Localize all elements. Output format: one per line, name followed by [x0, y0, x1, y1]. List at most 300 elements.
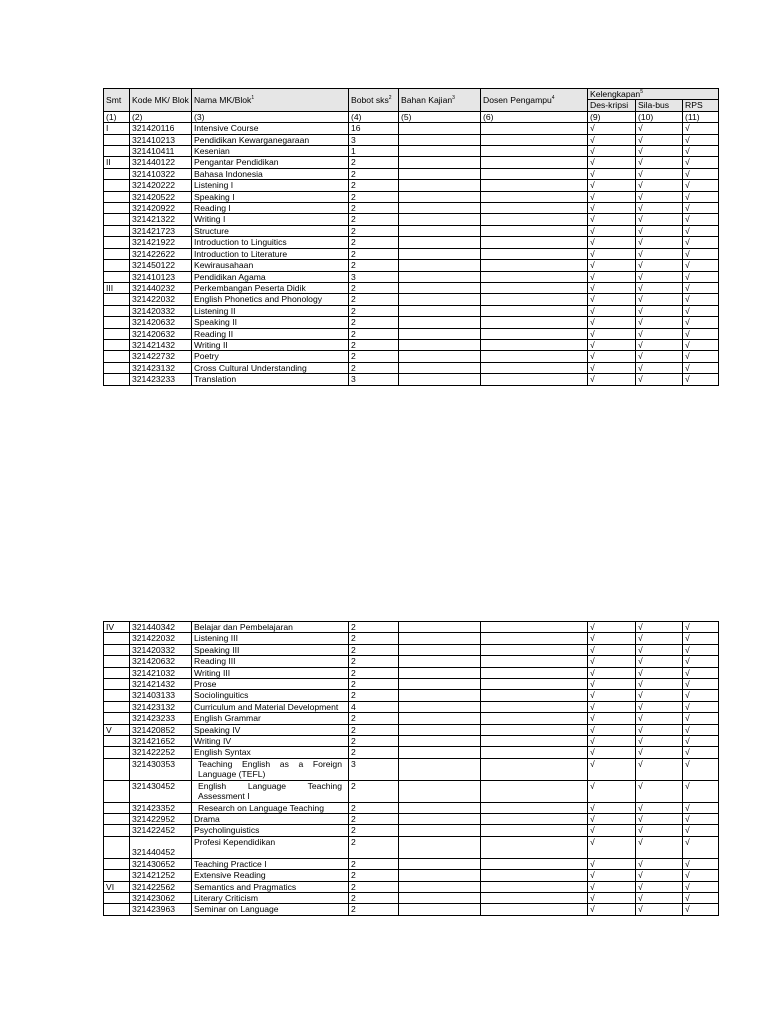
- study-material-cell: [399, 123, 481, 134]
- semester-cell: [104, 892, 130, 903]
- semester-cell: [104, 146, 130, 157]
- colnum-4: (4): [349, 111, 399, 122]
- study-material-cell: [399, 736, 481, 747]
- header-nama: [192, 89, 349, 112]
- lecturer-cell: [481, 214, 588, 225]
- study-material-cell: [399, 294, 481, 305]
- course-code-cell: 321410322: [130, 168, 192, 179]
- syllabus-check-cell: √: [636, 679, 683, 690]
- course-name-cell: Intensive Course: [192, 123, 349, 134]
- credits-cell: 2: [349, 328, 399, 339]
- description-check-cell: √: [588, 713, 636, 724]
- table-row: [104, 656, 719, 667]
- description-check-cell: √: [588, 146, 636, 157]
- study-material-cell: [399, 633, 481, 644]
- description-check-cell: √: [588, 904, 636, 915]
- lecturer-cell: [481, 317, 588, 328]
- credits-cell: 2: [349, 713, 399, 724]
- semester-cell: III: [104, 282, 130, 293]
- credits-cell: 3: [349, 374, 399, 385]
- semester-cell: [104, 168, 130, 179]
- lecturer-cell: [481, 282, 588, 293]
- credits-cell: 2: [349, 644, 399, 655]
- course-code-cell: 321430353: [130, 758, 192, 780]
- credits-cell: 2: [349, 351, 399, 362]
- study-material-cell: [399, 802, 481, 813]
- course-table-page1: [103, 88, 719, 386]
- table-row: [104, 622, 719, 633]
- course-code-cell: 321421252: [130, 870, 192, 881]
- course-name-cell: Pengantar Pendidikan: [192, 157, 349, 168]
- course-code-cell: 321422562: [130, 881, 192, 892]
- table-row: [104, 825, 719, 836]
- table-row: [104, 644, 719, 655]
- colnum-6: (6): [481, 111, 588, 122]
- colnum-10: (10): [636, 111, 683, 122]
- course-code-cell: 321421922: [130, 237, 192, 248]
- lecturer-cell: [481, 813, 588, 824]
- credits-cell: 4: [349, 701, 399, 712]
- lecturer-cell: [481, 225, 588, 236]
- course-name-cell: Writing IV: [192, 736, 349, 747]
- table-row: [104, 374, 719, 385]
- course-name-cell: Sociolinguitics: [192, 690, 349, 701]
- description-check-cell: √: [588, 260, 636, 271]
- semester-cell: [104, 644, 130, 655]
- lecturer-cell: [481, 374, 588, 385]
- description-check-cell: √: [588, 736, 636, 747]
- study-material-cell: [399, 780, 481, 802]
- syllabus-check-cell: √: [636, 180, 683, 191]
- study-material-cell: [399, 157, 481, 168]
- lecturer-cell: [481, 690, 588, 701]
- course-name-cell: Cross Cultural Understanding: [192, 362, 349, 373]
- study-material-cell: [399, 836, 481, 858]
- credits-cell: 2: [349, 237, 399, 248]
- header-smt: [104, 89, 130, 112]
- semester-cell: [104, 203, 130, 214]
- semester-cell: [104, 328, 130, 339]
- course-code-cell: 321422622: [130, 248, 192, 259]
- course-code-cell: 321420222: [130, 180, 192, 191]
- study-material-cell: [399, 758, 481, 780]
- study-material-cell: [399, 644, 481, 655]
- semester-cell: [104, 758, 130, 780]
- table-row: [104, 225, 719, 236]
- colnum-3: (3): [192, 111, 349, 122]
- course-name-cell: Speaking IV: [192, 724, 349, 735]
- course-code-cell: 321403133: [130, 690, 192, 701]
- table-row: [104, 736, 719, 747]
- header-bobot-text: Bobot sks: [351, 94, 389, 105]
- credits-cell: 2: [349, 248, 399, 259]
- semester-cell: [104, 294, 130, 305]
- rps-check-cell: √: [683, 168, 719, 179]
- syllabus-check-cell: √: [636, 146, 683, 157]
- description-check-cell: √: [588, 294, 636, 305]
- course-name-cell: Prose: [192, 679, 349, 690]
- table-row: [104, 294, 719, 305]
- lecturer-cell: [481, 836, 588, 858]
- lecturer-cell: [481, 825, 588, 836]
- course-code-cell: 321422032: [130, 294, 192, 305]
- semester-cell: [104, 633, 130, 644]
- rps-check-cell: √: [683, 825, 719, 836]
- lecturer-cell: [481, 362, 588, 373]
- course-name-cell: Belajar dan Pembelajaran: [192, 622, 349, 633]
- credits-cell: 2: [349, 870, 399, 881]
- credits-cell: 2: [349, 225, 399, 236]
- description-check-cell: √: [588, 203, 636, 214]
- credits-cell: 2: [349, 622, 399, 633]
- description-check-cell: √: [588, 134, 636, 145]
- rps-check-cell: √: [683, 339, 719, 350]
- description-check-cell: √: [588, 758, 636, 780]
- lecturer-cell: [481, 701, 588, 712]
- syllabus-check-cell: √: [636, 271, 683, 282]
- course-code-cell: 321421322: [130, 214, 192, 225]
- course-name-cell: Speaking II: [192, 317, 349, 328]
- syllabus-check-cell: √: [636, 656, 683, 667]
- rps-check-cell: √: [683, 351, 719, 362]
- syllabus-check-cell: √: [636, 317, 683, 328]
- course-code-cell: 321423963: [130, 904, 192, 915]
- syllabus-check-cell: √: [636, 374, 683, 385]
- study-material-cell: [399, 328, 481, 339]
- credits-cell: 2: [349, 339, 399, 350]
- description-check-cell: √: [588, 351, 636, 362]
- semester-cell: [104, 747, 130, 758]
- study-material-cell: [399, 679, 481, 690]
- semester-cell: [104, 701, 130, 712]
- description-check-cell: √: [588, 656, 636, 667]
- course-code-cell: 321440452: [130, 836, 192, 858]
- credits-cell: 2: [349, 157, 399, 168]
- rps-check-cell: √: [683, 701, 719, 712]
- table-row: [104, 362, 719, 373]
- course-name-cell: English Phonetics and Phonology: [192, 294, 349, 305]
- study-material-cell: [399, 351, 481, 362]
- syllabus-check-cell: √: [636, 203, 683, 214]
- description-check-cell: √: [588, 701, 636, 712]
- semester-cell: [104, 836, 130, 858]
- course-code-cell: 321422952: [130, 813, 192, 824]
- credits-cell: 2: [349, 180, 399, 191]
- study-material-cell: [399, 237, 481, 248]
- semester-cell: [104, 690, 130, 701]
- credits-cell: 2: [349, 802, 399, 813]
- description-check-cell: √: [588, 724, 636, 735]
- credits-cell: 2: [349, 813, 399, 824]
- semester-cell: [104, 317, 130, 328]
- course-name-cell: Psycholinguistics: [192, 825, 349, 836]
- course-name-cell: Structure: [192, 225, 349, 236]
- lecturer-cell: [481, 679, 588, 690]
- description-check-cell: √: [588, 892, 636, 903]
- rps-check-cell: √: [683, 203, 719, 214]
- description-check-cell: √: [588, 622, 636, 633]
- semester-cell: V: [104, 724, 130, 735]
- study-material-cell: [399, 701, 481, 712]
- course-name-cell: Translation: [192, 374, 349, 385]
- description-check-cell: √: [588, 168, 636, 179]
- course-name-cell: Speaking III: [192, 644, 349, 655]
- semester-cell: [104, 248, 130, 259]
- credits-cell: 2: [349, 667, 399, 678]
- semester-cell: IV: [104, 622, 130, 633]
- semester-cell: [104, 656, 130, 667]
- lecturer-cell: [481, 904, 588, 915]
- colnum-9: (9): [588, 111, 636, 122]
- course-name-cell: Profesi Kependidikan: [192, 836, 349, 858]
- course-name-cell: Semantics and Pragmatics: [192, 881, 349, 892]
- header-kelengkapan-text: Kelengkapan: [590, 89, 641, 99]
- colnum-11: (11): [683, 111, 719, 122]
- course-name-cell: Speaking I: [192, 191, 349, 202]
- course-code-cell: 321420632: [130, 317, 192, 328]
- syllabus-check-cell: √: [636, 667, 683, 678]
- study-material-cell: [399, 305, 481, 316]
- study-material-cell: [399, 191, 481, 202]
- lecturer-cell: [481, 780, 588, 802]
- lecturer-cell: [481, 802, 588, 813]
- credits-cell: 2: [349, 317, 399, 328]
- semester-cell: II: [104, 157, 130, 168]
- semester-cell: [104, 802, 130, 813]
- syllabus-check-cell: √: [636, 802, 683, 813]
- rps-check-cell: √: [683, 374, 719, 385]
- syllabus-check-cell: √: [636, 168, 683, 179]
- header-nama-sup: 1: [251, 94, 255, 101]
- syllabus-check-cell: √: [636, 294, 683, 305]
- course-name-cell: Pendidikan Agama: [192, 271, 349, 282]
- table-row: [104, 780, 719, 802]
- study-material-cell: [399, 622, 481, 633]
- course-name-cell: Kesenian: [192, 146, 349, 157]
- table-row: [104, 168, 719, 179]
- rps-check-cell: √: [683, 758, 719, 780]
- semester-cell: VI: [104, 881, 130, 892]
- course-name-cell: Writing II: [192, 339, 349, 350]
- header-dosen: [481, 89, 588, 112]
- syllabus-check-cell: √: [636, 758, 683, 780]
- credits-cell: 2: [349, 904, 399, 915]
- credits-cell: 2: [349, 294, 399, 305]
- table-row: [104, 701, 719, 712]
- lecturer-cell: [481, 305, 588, 316]
- course-code-cell: 321421432: [130, 339, 192, 350]
- study-material-cell: [399, 214, 481, 225]
- semester-cell: [104, 191, 130, 202]
- course-code-cell: 321421032: [130, 667, 192, 678]
- syllabus-check-cell: √: [636, 351, 683, 362]
- syllabus-check-cell: √: [636, 123, 683, 134]
- table-row: [104, 747, 719, 758]
- table-row: [104, 802, 719, 813]
- semester-cell: [104, 225, 130, 236]
- lecturer-cell: [481, 633, 588, 644]
- course-code-cell: 321420922: [130, 203, 192, 214]
- course-name-cell: Drama: [192, 813, 349, 824]
- description-check-cell: √: [588, 157, 636, 168]
- course-code-cell: 321423233: [130, 713, 192, 724]
- header-silabus: [636, 100, 683, 111]
- course-name-cell: Curriculum and Material Development: [192, 701, 349, 712]
- syllabus-check-cell: √: [636, 736, 683, 747]
- study-material-cell: [399, 374, 481, 385]
- study-material-cell: [399, 282, 481, 293]
- course-code-cell: 321423062: [130, 892, 192, 903]
- description-check-cell: √: [588, 644, 636, 655]
- credits-cell: 2: [349, 362, 399, 373]
- rps-check-cell: √: [683, 633, 719, 644]
- rps-check-cell: √: [683, 644, 719, 655]
- lecturer-cell: [481, 622, 588, 633]
- study-material-cell: [399, 180, 481, 191]
- colnum-1: (1): [104, 111, 130, 122]
- semester-cell: [104, 339, 130, 350]
- course-code-cell: 321420632: [130, 328, 192, 339]
- rps-check-cell: √: [683, 679, 719, 690]
- table-row: [104, 248, 719, 259]
- syllabus-check-cell: √: [636, 248, 683, 259]
- course-name-cell: Seminar on Language: [192, 904, 349, 915]
- header-deskripsi: [588, 100, 636, 111]
- description-check-cell: √: [588, 836, 636, 858]
- description-check-cell: √: [588, 362, 636, 373]
- syllabus-check-cell: √: [636, 858, 683, 869]
- course-code-cell: 321420522: [130, 191, 192, 202]
- semester-cell: [104, 351, 130, 362]
- rps-check-cell: √: [683, 362, 719, 373]
- header-kode-text: Kode MK/ Blok: [132, 94, 189, 105]
- lecturer-cell: [481, 168, 588, 179]
- rps-check-cell: √: [683, 667, 719, 678]
- course-name-cell: Writing III: [192, 667, 349, 678]
- lecturer-cell: [481, 157, 588, 168]
- header-row: [104, 89, 719, 100]
- course-name-cell: Introduction to Linguitics: [192, 237, 349, 248]
- table-row: [104, 858, 719, 869]
- study-material-cell: [399, 724, 481, 735]
- course-code-cell: 321410213: [130, 134, 192, 145]
- course-name-cell: Introduction to Literature: [192, 248, 349, 259]
- course-code-cell: 321440232: [130, 282, 192, 293]
- course-name-cell: Research on Language Teaching: [192, 802, 349, 813]
- course-code-cell: 321421432: [130, 679, 192, 690]
- header-dosen-text: Dosen Pengampu: [483, 94, 552, 105]
- description-check-cell: √: [588, 374, 636, 385]
- table-row: [104, 237, 719, 248]
- lecturer-cell: [481, 644, 588, 655]
- course-name-cell: English Syntax: [192, 747, 349, 758]
- table-row: [104, 328, 719, 339]
- column-number-row: [104, 111, 719, 122]
- description-check-cell: √: [588, 123, 636, 134]
- rps-check-cell: √: [683, 881, 719, 892]
- table-row: [104, 690, 719, 701]
- rps-check-cell: √: [683, 813, 719, 824]
- rps-check-cell: √: [683, 146, 719, 157]
- course-table-page2: [103, 621, 719, 916]
- course-rows-page1: [104, 123, 719, 385]
- semester-cell: [104, 180, 130, 191]
- study-material-cell: [399, 225, 481, 236]
- credits-cell: 2: [349, 858, 399, 869]
- table-row: [104, 713, 719, 724]
- rps-check-cell: √: [683, 690, 719, 701]
- study-material-cell: [399, 825, 481, 836]
- description-check-cell: √: [588, 825, 636, 836]
- rps-check-cell: √: [683, 248, 719, 259]
- rps-check-cell: √: [683, 282, 719, 293]
- semester-cell: [104, 214, 130, 225]
- course-name-cell: Poetry: [192, 351, 349, 362]
- credits-cell: 3: [349, 271, 399, 282]
- lecturer-cell: [481, 237, 588, 248]
- lecturer-cell: [481, 134, 588, 145]
- description-check-cell: √: [588, 180, 636, 191]
- course-name-cell: Listening II: [192, 305, 349, 316]
- credits-cell: 2: [349, 191, 399, 202]
- credits-cell: 2: [349, 168, 399, 179]
- rps-check-cell: √: [683, 294, 719, 305]
- course-name-cell: Teaching English as a Foreign Language (TEFL): [192, 758, 349, 780]
- lecturer-cell: [481, 248, 588, 259]
- lecturer-cell: [481, 191, 588, 202]
- lecturer-cell: [481, 203, 588, 214]
- description-check-cell: √: [588, 870, 636, 881]
- lecturer-cell: [481, 892, 588, 903]
- header-bahan: [399, 89, 481, 112]
- table-row: [104, 351, 719, 362]
- rps-check-cell: √: [683, 134, 719, 145]
- syllabus-check-cell: √: [636, 134, 683, 145]
- lecturer-cell: [481, 123, 588, 134]
- study-material-cell: [399, 203, 481, 214]
- table-row: [104, 836, 719, 858]
- rps-check-cell: √: [683, 191, 719, 202]
- syllabus-check-cell: √: [636, 870, 683, 881]
- rps-check-cell: √: [683, 724, 719, 735]
- study-material-cell: [399, 892, 481, 903]
- table-row: [104, 146, 719, 157]
- study-material-cell: [399, 870, 481, 881]
- course-code-cell: 321420116: [130, 123, 192, 134]
- syllabus-check-cell: √: [636, 633, 683, 644]
- study-material-cell: [399, 690, 481, 701]
- lecturer-cell: [481, 656, 588, 667]
- description-check-cell: √: [588, 747, 636, 758]
- table-row: [104, 724, 719, 735]
- study-material-cell: [399, 904, 481, 915]
- course-code-cell: 321410411: [130, 146, 192, 157]
- description-check-cell: √: [588, 282, 636, 293]
- semester-cell: [104, 305, 130, 316]
- header-nama-text: Nama MK/Blok: [194, 94, 252, 105]
- syllabus-check-cell: √: [636, 825, 683, 836]
- study-material-cell: [399, 317, 481, 328]
- rps-check-cell: √: [683, 870, 719, 881]
- colnum-5: (5): [399, 111, 481, 122]
- table-row: [104, 870, 719, 881]
- credits-cell: 2: [349, 836, 399, 858]
- table-row: [104, 134, 719, 145]
- lecturer-cell: [481, 713, 588, 724]
- study-material-cell: [399, 134, 481, 145]
- study-material-cell: [399, 248, 481, 259]
- header-deskripsi-text: Des-kripsi: [590, 100, 629, 111]
